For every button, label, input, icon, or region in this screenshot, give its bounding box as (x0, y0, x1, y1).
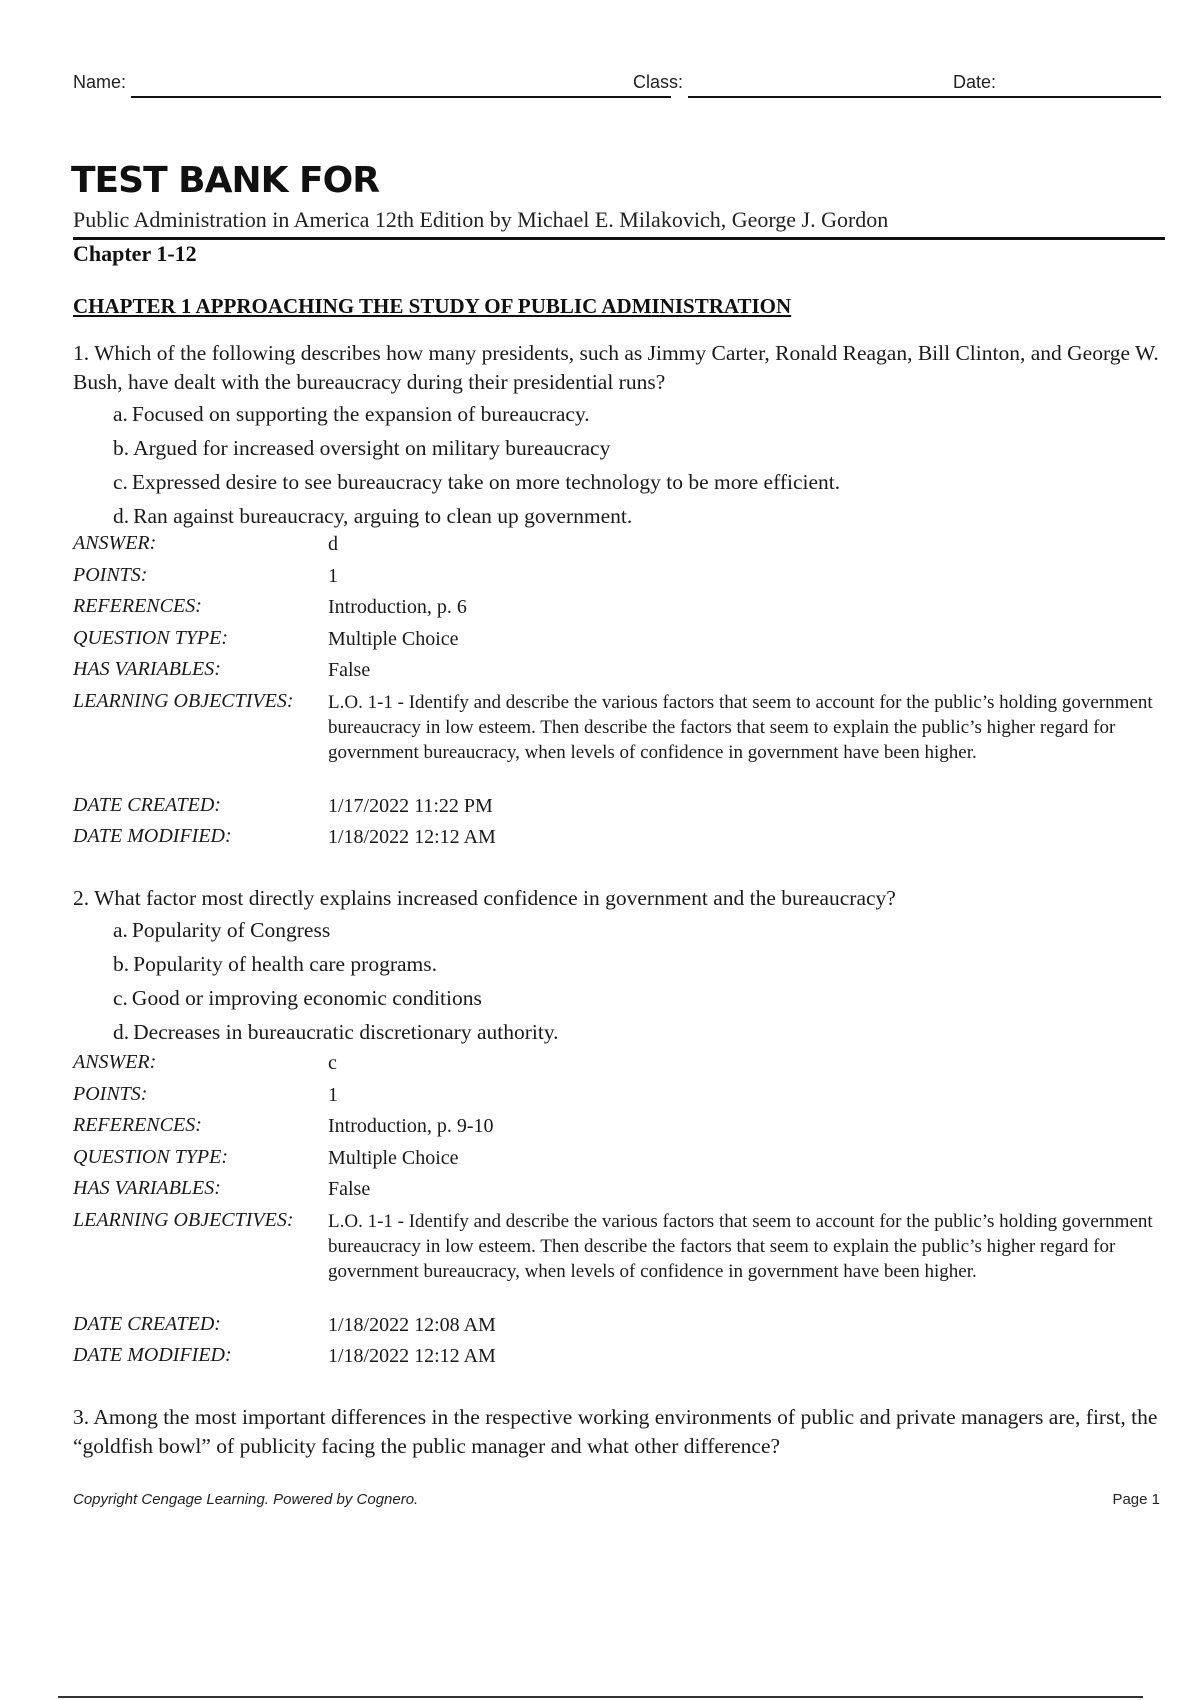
choice-d (113, 499, 1168, 533)
meta-label: DATE CREATED: (73, 1312, 221, 1335)
meta-value: 1/17/2022 11:22 PM (328, 794, 493, 817)
date-label: Date: (953, 72, 997, 92)
question-2-metadata (73, 1051, 1168, 1376)
meta-row-date-modified (73, 1344, 1168, 1376)
meta-row-question-type (73, 627, 1168, 659)
meta-label: DATE CREATED: (73, 793, 221, 816)
choice-c (113, 981, 1168, 1015)
meta-row-has-variables (73, 1177, 1168, 1209)
meta-label: ANSWER: (73, 1051, 157, 1073)
class-field[interactable] (688, 96, 1023, 98)
meta-value: Multiple Choice (328, 1146, 459, 1169)
question-3 (73, 1403, 1168, 1461)
meta-label: HAS VARIABLES: (73, 1177, 221, 1199)
meta-label: ANSWER: (73, 532, 157, 554)
meta-value: False (328, 659, 371, 681)
meta-row-points (73, 1083, 1168, 1115)
choice-letter: d. (113, 1020, 130, 1044)
meta-value: Introduction, p. 6 (328, 596, 467, 618)
question-1-metadata (73, 532, 1168, 857)
name-field[interactable] (131, 96, 671, 98)
meta-label: REFERENCES: (73, 595, 202, 617)
chapter-heading: CHAPTER 1 APPROACHING THE STUDY OF PUBLIC ADMINISTRATION (73, 294, 792, 318)
choice-text: Argued for increased oversight on military bureaucracy (133, 436, 611, 460)
meta-label: HAS VARIABLES: (73, 658, 221, 680)
meta-row-learning-objectives (73, 690, 1168, 794)
meta-value: 1/18/2022 12:12 AM (328, 826, 496, 848)
meta-row-date-created (73, 1313, 1168, 1345)
meta-label: POINTS: (73, 1082, 148, 1105)
choice-text: Popularity of health care programs. (133, 952, 438, 976)
meta-value: 1 (328, 1083, 338, 1106)
meta-row-has-variables (73, 658, 1168, 690)
meta-row-question-type (73, 1146, 1168, 1178)
chapter-range: Chapter 1-12 (73, 241, 197, 266)
meta-row-answer (73, 1051, 1168, 1083)
choice-letter: d. (113, 504, 130, 528)
choice-letter: b. (113, 952, 130, 976)
choice-text: Good or improving economic conditions (131, 986, 482, 1010)
choice-b (113, 947, 1168, 981)
choice-d (113, 1015, 1168, 1049)
meta-row-answer (73, 532, 1168, 564)
choice-b (113, 431, 1168, 465)
meta-row-learning-objectives (73, 1209, 1168, 1313)
choice-text: Ran against bureaucracy, arguing to clean up government. (133, 504, 633, 528)
question-stem: 1. Which of the following describes how many presidents, such as Jimmy Carter, Ronald Reagan, Bill Clinton, and George W. Bush, have dealt with the bureaucracy during their presidential runs? (73, 341, 1159, 394)
choice-c (113, 465, 1168, 499)
meta-label: DATE MODIFIED: (73, 1344, 232, 1366)
meta-row-date-modified (73, 825, 1168, 857)
bottom-divider (58, 1696, 1143, 1698)
choice-text: Decreases in bureaucratic discretionary authority. (133, 1020, 559, 1044)
meta-value: 1 (328, 564, 338, 587)
choice-letter: a. (113, 402, 128, 426)
choice-letter: c. (113, 986, 128, 1010)
meta-label: QUESTION TYPE: (73, 626, 229, 649)
title-divider (73, 237, 1165, 240)
name-label: Name: (73, 72, 127, 92)
meta-label: REFERENCES: (73, 1114, 202, 1136)
copyright-footer: Copyright Cengage Learning. Powered by Cognero. (73, 1491, 419, 1508)
meta-label: QUESTION TYPE: (73, 1145, 229, 1168)
choice-letter: b. (113, 436, 130, 460)
date-field[interactable] (1003, 96, 1161, 98)
header-fields (73, 72, 1161, 100)
meta-row-date-created (73, 794, 1168, 826)
meta-label: DATE MODIFIED: (73, 825, 232, 847)
book-subtitle: Public Administration in America 12th Edition by Michael E. Milakovich, George J. Gordon (73, 207, 889, 232)
question-2 (73, 884, 1168, 1049)
meta-label: LEARNING OBJECTIVES: (73, 1208, 294, 1231)
meta-value: 1/18/2022 12:12 AM (328, 1345, 496, 1367)
page-title: TEST BANK FOR (71, 160, 379, 201)
choice-text: Focused on supporting the expansion of bureaucracy. (131, 402, 590, 426)
meta-row-references (73, 1114, 1168, 1146)
question-stem: 2. What factor most directly explains increased confidence in government and the bureaucracy? (73, 886, 896, 910)
meta-value: Introduction, p. 9-10 (328, 1115, 494, 1137)
meta-value: L.O. 1-1 - Identify and describe the various factors that seem to account for the public’s holding government bureaucracy in low esteem. Then describe the factors that seem to explain the public’s higher regard for government bureaucracy, when levels of confidence in government have been higher. (328, 1210, 1153, 1282)
meta-value: d (328, 533, 338, 555)
choice-letter: c. (113, 470, 128, 494)
meta-value: False (328, 1178, 371, 1200)
page-number: Page 1 (1112, 1491, 1160, 1508)
choice-a (113, 913, 1168, 947)
meta-label: POINTS: (73, 563, 148, 586)
choice-text: Popularity of Congress (131, 918, 331, 942)
meta-row-points (73, 564, 1168, 596)
choice-text: Expressed desire to see bureaucracy take on more technology to be more efficient. (131, 470, 841, 494)
choice-letter: a. (113, 918, 128, 942)
class-label: Class: (633, 72, 684, 92)
choice-a (113, 397, 1168, 431)
meta-label: LEARNING OBJECTIVES: (73, 689, 294, 712)
meta-value: Multiple Choice (328, 627, 459, 650)
meta-row-references (73, 595, 1168, 627)
meta-value: c (328, 1052, 337, 1074)
question-stem: 3. Among the most important differences in the respective working environments of public and private managers are, first, the “goldfish bowl” of publicity facing the public manager and what other difference? (73, 1405, 1158, 1458)
meta-value: 1/18/2022 12:08 AM (328, 1313, 496, 1336)
question-1 (73, 339, 1168, 533)
meta-value: L.O. 1-1 - Identify and describe the various factors that seem to account for the public’s holding government bureaucracy in low esteem. Then describe the factors that seem to explain the public’s higher regard for government bureaucracy, when levels of confidence in government have been higher. (328, 691, 1153, 763)
